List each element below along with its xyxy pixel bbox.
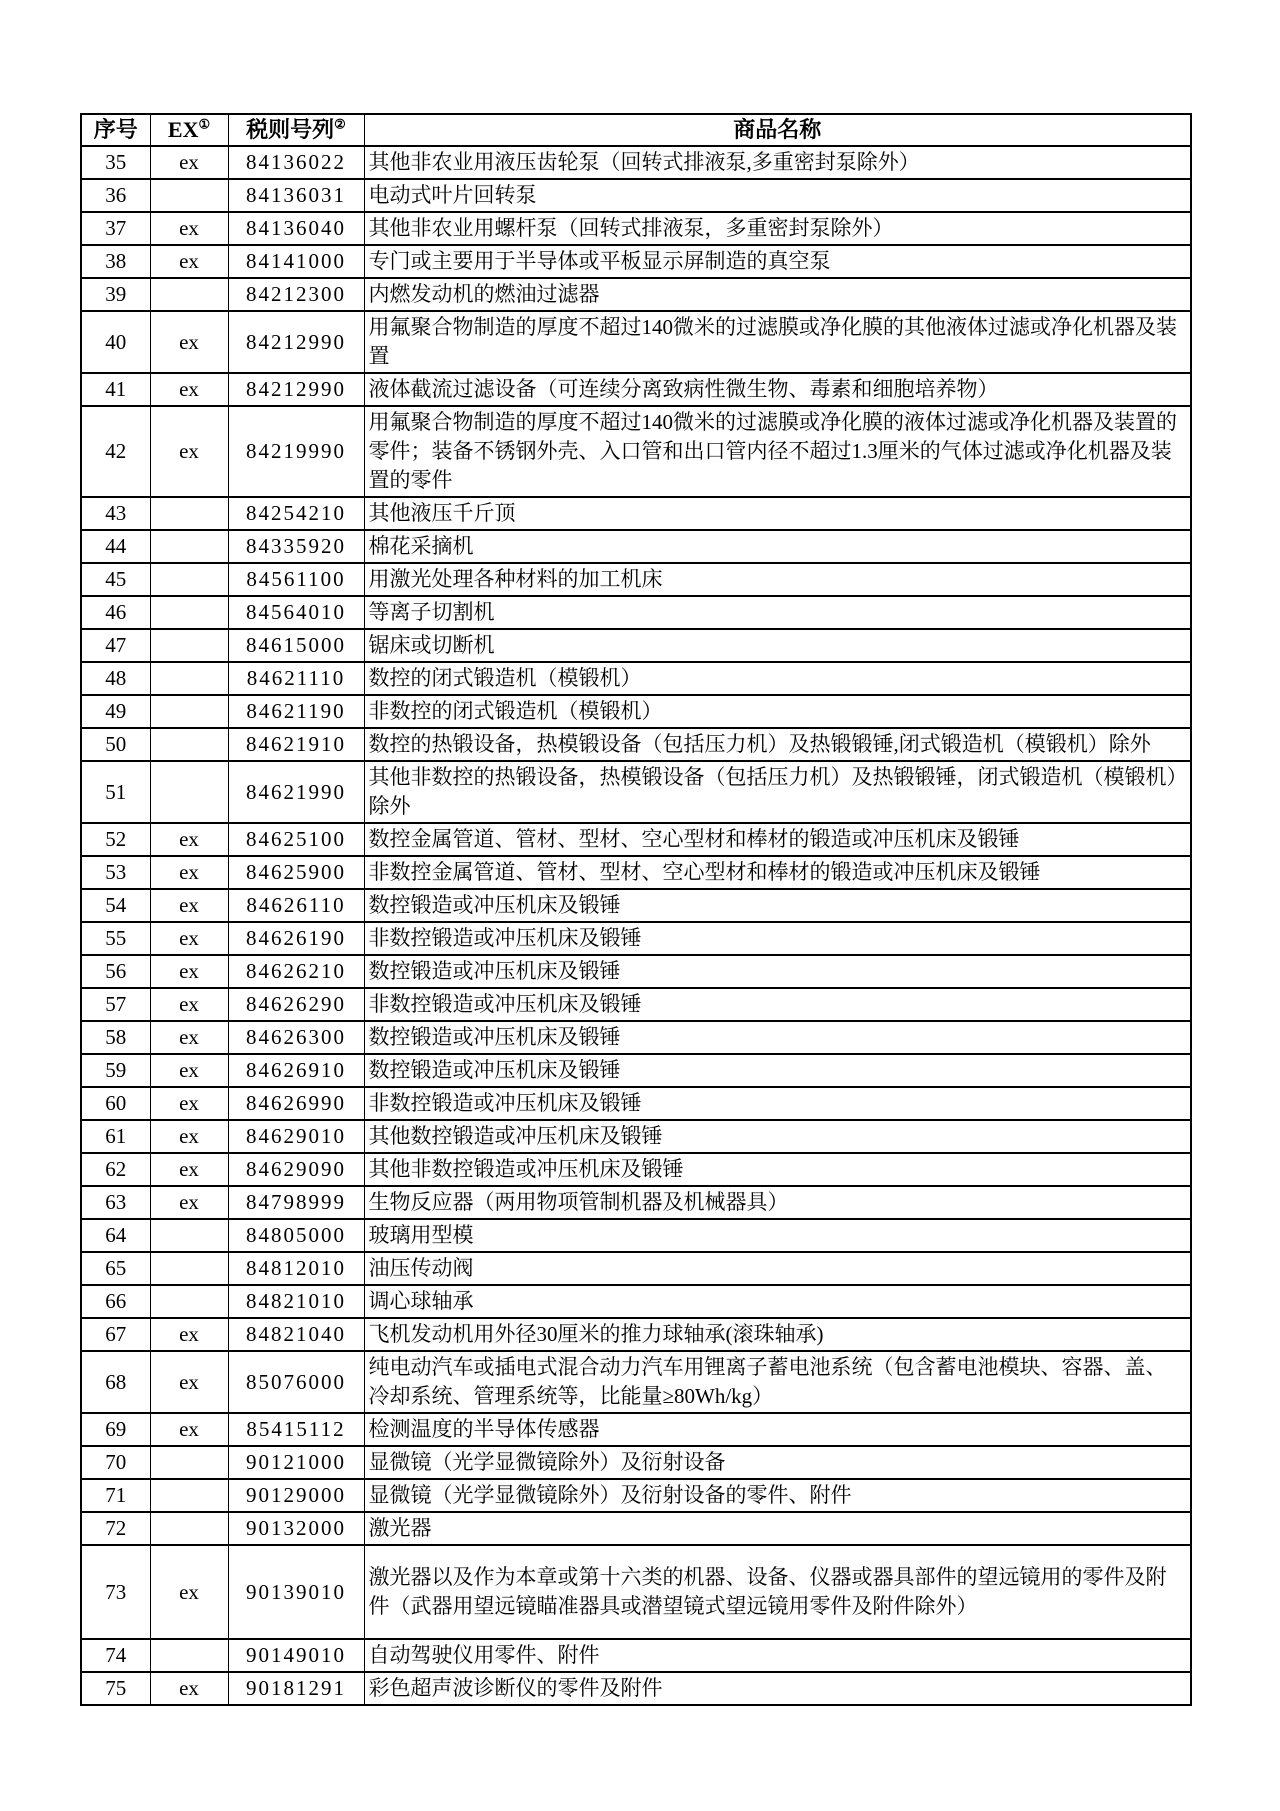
table-row bbox=[81, 955, 1191, 988]
header-serial-number-label: 序号 bbox=[93, 117, 138, 142]
tariff-code-cell: 84219990 bbox=[228, 406, 364, 497]
row-number-cell: 45 bbox=[81, 563, 150, 596]
table-row bbox=[81, 1512, 1191, 1545]
product-name-cell: 调心球轴承 bbox=[364, 1285, 1191, 1318]
ex-cell: ex bbox=[150, 212, 228, 245]
ex-cell: ex bbox=[150, 373, 228, 406]
table-row bbox=[81, 1446, 1191, 1479]
ex-cell: ex bbox=[150, 1545, 228, 1639]
row-number-cell: 49 bbox=[81, 695, 150, 728]
product-name-cell: 非数控锻造或冲压机床及锻锤 bbox=[364, 1087, 1191, 1120]
row-number-cell: 58 bbox=[81, 1021, 150, 1054]
tariff-code-cell: 84212990 bbox=[228, 311, 364, 373]
tariff-code-cell: 84626190 bbox=[228, 922, 364, 955]
row-number-cell: 55 bbox=[81, 922, 150, 955]
ex-cell bbox=[150, 1639, 228, 1672]
row-number-cell: 60 bbox=[81, 1087, 150, 1120]
table-row bbox=[81, 728, 1191, 761]
tariff-code-cell: 84626110 bbox=[228, 889, 364, 922]
ex-cell bbox=[150, 1285, 228, 1318]
tariff-code-cell: 84621910 bbox=[228, 728, 364, 761]
row-number-cell: 48 bbox=[81, 662, 150, 695]
table-row bbox=[81, 1639, 1191, 1672]
product-name-cell: 自动驾驶仪用零件、附件 bbox=[364, 1639, 1191, 1672]
tariff-code-cell: 90149010 bbox=[228, 1639, 364, 1672]
ex-cell bbox=[150, 1252, 228, 1285]
tariff-code-cell: 84621990 bbox=[228, 761, 364, 823]
product-name-cell: 非数控金属管道、管材、型材、空心型材和棒材的锻造或冲压机床及锻锤 bbox=[364, 856, 1191, 889]
product-name-cell: 棉花采摘机 bbox=[364, 530, 1191, 563]
product-name-cell: 用氟聚合物制造的厚度不超过140微米的过滤膜或净化膜的其他液体过滤或净化机器及装置 bbox=[364, 311, 1191, 373]
tariff-code-cell: 84626290 bbox=[228, 988, 364, 1021]
product-name-cell: 激光器以及作为本章或第十六类的机器、设备、仪器或器具部件的望远镜用的零件及附件（武器用望远镜瞄准器具或潜望镜式望远镜用零件及附件除外） bbox=[364, 1545, 1191, 1639]
product-name-cell: 非数控锻造或冲压机床及锻锤 bbox=[364, 922, 1191, 955]
ex-cell: ex bbox=[150, 311, 228, 373]
tariff-code-cell: 84615000 bbox=[228, 629, 364, 662]
header-product-name bbox=[364, 114, 1191, 146]
table-row bbox=[81, 1479, 1191, 1512]
ex-cell bbox=[150, 596, 228, 629]
table-row bbox=[81, 695, 1191, 728]
ex-cell: ex bbox=[150, 1186, 228, 1219]
product-name-cell: 其他非农业用液压齿轮泵（回转式排液泵,多重密封泵除外） bbox=[364, 146, 1191, 179]
ex-cell: ex bbox=[150, 406, 228, 497]
tariff-code-cell: 84136022 bbox=[228, 146, 364, 179]
row-number-cell: 64 bbox=[81, 1219, 150, 1252]
tariff-code-cell: 84141000 bbox=[228, 245, 364, 278]
table-row bbox=[81, 823, 1191, 856]
product-name-cell: 锯床或切断机 bbox=[364, 629, 1191, 662]
ex-cell: ex bbox=[150, 146, 228, 179]
ex-cell bbox=[150, 530, 228, 563]
ex-cell bbox=[150, 695, 228, 728]
ex-cell: ex bbox=[150, 1153, 228, 1186]
tariff-code-cell: 90132000 bbox=[228, 1512, 364, 1545]
ex-cell bbox=[150, 1479, 228, 1512]
tariff-code-cell: 84626910 bbox=[228, 1054, 364, 1087]
product-name-cell: 显微镜（光学显微镜除外）及衍射设备的零件、附件 bbox=[364, 1479, 1191, 1512]
table-row bbox=[81, 1351, 1191, 1413]
row-number-cell: 72 bbox=[81, 1512, 150, 1545]
tariff-code-cell: 84621110 bbox=[228, 662, 364, 695]
ex-cell: ex bbox=[150, 1351, 228, 1413]
product-name-cell: 油压传动阀 bbox=[364, 1252, 1191, 1285]
product-name-cell: 内燃发动机的燃油过滤器 bbox=[364, 278, 1191, 311]
table-row bbox=[81, 245, 1191, 278]
tariff-code-cell: 84564010 bbox=[228, 596, 364, 629]
row-number-cell: 62 bbox=[81, 1153, 150, 1186]
tariff-table bbox=[80, 113, 1192, 1706]
tariff-code-cell: 84621190 bbox=[228, 695, 364, 728]
product-name-cell: 数控的闭式锻造机（模锻机） bbox=[364, 662, 1191, 695]
row-number-cell: 61 bbox=[81, 1120, 150, 1153]
table-row bbox=[81, 530, 1191, 563]
product-name-cell: 生物反应器（两用物项管制机器及机械器具） bbox=[364, 1186, 1191, 1219]
table-row bbox=[81, 1153, 1191, 1186]
ex-cell: ex bbox=[150, 889, 228, 922]
ex-cell: ex bbox=[150, 1021, 228, 1054]
tariff-code-cell: 84812010 bbox=[228, 1252, 364, 1285]
row-number-cell: 38 bbox=[81, 245, 150, 278]
tariff-code-cell: 90129000 bbox=[228, 1479, 364, 1512]
ex-cell bbox=[150, 1512, 228, 1545]
table-row bbox=[81, 988, 1191, 1021]
ex-cell: ex bbox=[150, 1054, 228, 1087]
table-row bbox=[81, 311, 1191, 373]
product-name-cell: 其他数控锻造或冲压机床及锻锤 bbox=[364, 1120, 1191, 1153]
table-row bbox=[81, 1087, 1191, 1120]
table-row bbox=[81, 1545, 1191, 1639]
table-row bbox=[81, 1054, 1191, 1087]
ex-cell bbox=[150, 1219, 228, 1252]
product-name-cell: 数控锻造或冲压机床及锻锤 bbox=[364, 955, 1191, 988]
product-name-cell: 飞机发动机用外径30厘米的推力球轴承(滚珠轴承) bbox=[364, 1318, 1191, 1351]
ex-cell: ex bbox=[150, 955, 228, 988]
table-row bbox=[81, 497, 1191, 530]
table-row bbox=[81, 212, 1191, 245]
row-number-cell: 68 bbox=[81, 1351, 150, 1413]
row-number-cell: 73 bbox=[81, 1545, 150, 1639]
row-number-cell: 44 bbox=[81, 530, 150, 563]
footnote-mark-1: ① bbox=[198, 116, 211, 132]
row-number-cell: 57 bbox=[81, 988, 150, 1021]
product-name-cell: 数控金属管道、管材、型材、空心型材和棒材的锻造或冲压机床及锻锤 bbox=[364, 823, 1191, 856]
table-row bbox=[81, 373, 1191, 406]
table-body bbox=[81, 146, 1191, 1705]
row-number-cell: 69 bbox=[81, 1413, 150, 1446]
table-row bbox=[81, 146, 1191, 179]
tariff-code-cell: 85415112 bbox=[228, 1413, 364, 1446]
row-number-cell: 39 bbox=[81, 278, 150, 311]
ex-cell bbox=[150, 761, 228, 823]
ex-cell bbox=[150, 662, 228, 695]
row-number-cell: 52 bbox=[81, 823, 150, 856]
product-name-cell: 数控锻造或冲压机床及锻锤 bbox=[364, 1054, 1191, 1087]
ex-cell: ex bbox=[150, 1672, 228, 1705]
product-name-cell: 专门或主要用于半导体或平板显示屏制造的真空泵 bbox=[364, 245, 1191, 278]
row-number-cell: 37 bbox=[81, 212, 150, 245]
header-row bbox=[81, 114, 1191, 146]
tariff-code-cell: 84626300 bbox=[228, 1021, 364, 1054]
product-name-cell: 显微镜（光学显微镜除外）及衍射设备 bbox=[364, 1446, 1191, 1479]
tariff-code-cell: 84335920 bbox=[228, 530, 364, 563]
ex-cell: ex bbox=[150, 1413, 228, 1446]
table-row bbox=[81, 179, 1191, 212]
tariff-code-cell: 84629010 bbox=[228, 1120, 364, 1153]
header-ex-label: EX bbox=[167, 117, 199, 142]
product-name-cell: 用激光处理各种材料的加工机床 bbox=[364, 563, 1191, 596]
table-row bbox=[81, 662, 1191, 695]
product-name-cell: 用氟聚合物制造的厚度不超过140微米的过滤膜或净化膜的液体过滤或净化机器及装置的零件；装备不锈钢外壳、入口管和出口管内径不超过1.3厘米的气体过滤或净化机器及装置的零件 bbox=[364, 406, 1191, 497]
table-row bbox=[81, 889, 1191, 922]
table-row bbox=[81, 1318, 1191, 1351]
ex-cell: ex bbox=[150, 1120, 228, 1153]
row-number-cell: 67 bbox=[81, 1318, 150, 1351]
tariff-code-cell: 84805000 bbox=[228, 1219, 364, 1252]
row-number-cell: 75 bbox=[81, 1672, 150, 1705]
row-number-cell: 43 bbox=[81, 497, 150, 530]
product-name-cell: 玻璃用型模 bbox=[364, 1219, 1191, 1252]
row-number-cell: 71 bbox=[81, 1479, 150, 1512]
tariff-code-cell: 84212990 bbox=[228, 373, 364, 406]
ex-cell: ex bbox=[150, 856, 228, 889]
table-row bbox=[81, 1672, 1191, 1705]
table-row bbox=[81, 1021, 1191, 1054]
ex-cell: ex bbox=[150, 1318, 228, 1351]
product-name-cell: 其他非数控的热锻设备，热模锻设备（包括压力机）及热锻锻锤，闭式锻造机（模锻机）除外 bbox=[364, 761, 1191, 823]
product-name-cell: 数控锻造或冲压机床及锻锤 bbox=[364, 889, 1191, 922]
row-number-cell: 59 bbox=[81, 1054, 150, 1087]
ex-cell bbox=[150, 497, 228, 530]
product-name-cell: 检测温度的半导体传感器 bbox=[364, 1413, 1191, 1446]
tariff-code-cell: 84629090 bbox=[228, 1153, 364, 1186]
header-product-name-label: 商品名称 bbox=[733, 117, 822, 142]
tariff-code-cell: 84626210 bbox=[228, 955, 364, 988]
row-number-cell: 40 bbox=[81, 311, 150, 373]
row-number-cell: 53 bbox=[81, 856, 150, 889]
row-number-cell: 36 bbox=[81, 179, 150, 212]
tariff-code-cell: 84798999 bbox=[228, 1186, 364, 1219]
product-name-cell: 彩色超声波诊断仪的零件及附件 bbox=[364, 1672, 1191, 1705]
row-number-cell: 41 bbox=[81, 373, 150, 406]
table-row bbox=[81, 761, 1191, 823]
row-number-cell: 65 bbox=[81, 1252, 150, 1285]
row-number-cell: 46 bbox=[81, 596, 150, 629]
tariff-code-cell: 85076000 bbox=[228, 1351, 364, 1413]
tariff-code-cell: 84821040 bbox=[228, 1318, 364, 1351]
table-row bbox=[81, 406, 1191, 497]
row-number-cell: 50 bbox=[81, 728, 150, 761]
table-row bbox=[81, 629, 1191, 662]
product-name-cell: 数控锻造或冲压机床及锻锤 bbox=[364, 1021, 1191, 1054]
ex-cell bbox=[150, 1446, 228, 1479]
row-number-cell: 35 bbox=[81, 146, 150, 179]
table-row bbox=[81, 278, 1191, 311]
product-name-cell: 非数控锻造或冲压机床及锻锤 bbox=[364, 988, 1191, 1021]
row-number-cell: 51 bbox=[81, 761, 150, 823]
ex-cell: ex bbox=[150, 1087, 228, 1120]
row-number-cell: 47 bbox=[81, 629, 150, 662]
ex-cell bbox=[150, 179, 228, 212]
row-number-cell: 63 bbox=[81, 1186, 150, 1219]
header-tariff-code-label: 税则号列 bbox=[246, 117, 335, 142]
row-number-cell: 66 bbox=[81, 1285, 150, 1318]
header-tariff-code bbox=[228, 114, 364, 146]
product-name-cell: 其他液压千斤顶 bbox=[364, 497, 1191, 530]
row-number-cell: 54 bbox=[81, 889, 150, 922]
tariff-code-cell: 84625100 bbox=[228, 823, 364, 856]
tariff-code-cell: 84136031 bbox=[228, 179, 364, 212]
table-row bbox=[81, 596, 1191, 629]
product-name-cell: 电动式叶片回转泵 bbox=[364, 179, 1191, 212]
footnote-mark-2: ② bbox=[334, 116, 346, 132]
table-row bbox=[81, 1186, 1191, 1219]
row-number-cell: 42 bbox=[81, 406, 150, 497]
product-name-cell: 非数控的闭式锻造机（模锻机） bbox=[364, 695, 1191, 728]
table-row bbox=[81, 1285, 1191, 1318]
ex-cell: ex bbox=[150, 922, 228, 955]
header-serial-number bbox=[81, 114, 150, 146]
tariff-code-cell: 84821010 bbox=[228, 1285, 364, 1318]
tariff-code-cell: 84561100 bbox=[228, 563, 364, 596]
table-row bbox=[81, 1120, 1191, 1153]
tariff-code-cell: 84212300 bbox=[228, 278, 364, 311]
tariff-code-cell: 90181291 bbox=[228, 1672, 364, 1705]
ex-cell: ex bbox=[150, 245, 228, 278]
table-row bbox=[81, 1413, 1191, 1446]
table-row bbox=[81, 922, 1191, 955]
ex-cell: ex bbox=[150, 988, 228, 1021]
tariff-code-cell: 84254210 bbox=[228, 497, 364, 530]
tariff-code-cell: 90139010 bbox=[228, 1545, 364, 1639]
tariff-code-cell: 84625900 bbox=[228, 856, 364, 889]
product-name-cell: 激光器 bbox=[364, 1512, 1191, 1545]
tariff-code-cell: 84626990 bbox=[228, 1087, 364, 1120]
table-row bbox=[81, 856, 1191, 889]
header-ex bbox=[150, 114, 228, 146]
product-name-cell: 液体截流过滤设备（可连续分离致病性微生物、毒素和细胞培养物） bbox=[364, 373, 1191, 406]
row-number-cell: 70 bbox=[81, 1446, 150, 1479]
product-name-cell: 数控的热锻设备，热模锻设备（包括压力机）及热锻锻锤,闭式锻造机（模锻机）除外 bbox=[364, 728, 1191, 761]
product-name-cell: 等离子切割机 bbox=[364, 596, 1191, 629]
tariff-code-cell: 90121000 bbox=[228, 1446, 364, 1479]
ex-cell bbox=[150, 629, 228, 662]
ex-cell: ex bbox=[150, 823, 228, 856]
table-row bbox=[81, 1219, 1191, 1252]
ex-cell bbox=[150, 728, 228, 761]
table-row bbox=[81, 1252, 1191, 1285]
product-name-cell: 纯电动汽车或插电式混合动力汽车用锂离子蓄电池系统（包含蓄电池模块、容器、盖、冷却系统、管理系统等，比能量≥80Wh/kg） bbox=[364, 1351, 1191, 1413]
row-number-cell: 56 bbox=[81, 955, 150, 988]
row-number-cell: 74 bbox=[81, 1639, 150, 1672]
product-name-cell: 其他非农业用螺杆泵（回转式排液泵，多重密封泵除外） bbox=[364, 212, 1191, 245]
tariff-code-cell: 84136040 bbox=[228, 212, 364, 245]
ex-cell bbox=[150, 278, 228, 311]
product-name-cell: 其他非数控锻造或冲压机床及锻锤 bbox=[364, 1153, 1191, 1186]
table-row bbox=[81, 563, 1191, 596]
ex-cell bbox=[150, 563, 228, 596]
